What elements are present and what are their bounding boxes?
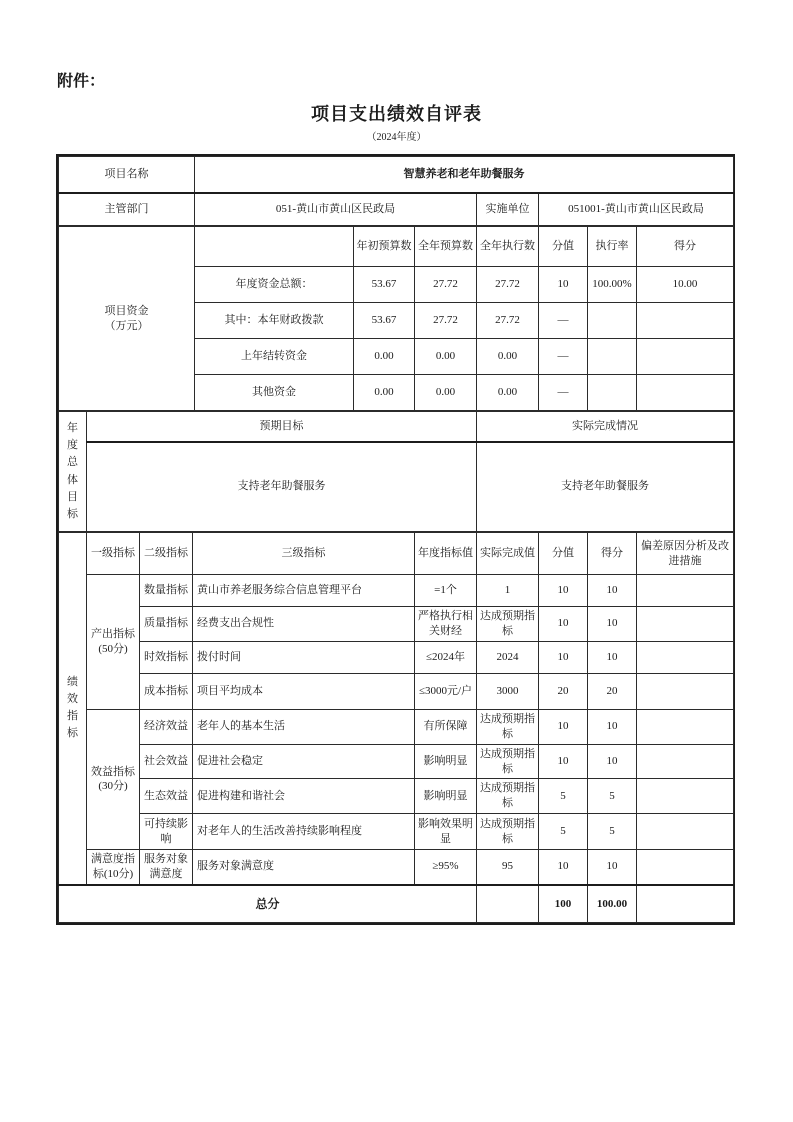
actual-completion-header: 实际完成情况 <box>477 412 734 442</box>
indicator-row <box>59 607 734 642</box>
indicator-row <box>59 850 734 885</box>
level2-cell: 经济效益 <box>140 709 193 744</box>
score-value-cell: 10 <box>539 850 588 885</box>
funds-score-value: — <box>539 375 588 411</box>
attachment-label: 附件： <box>57 73 106 90</box>
header-deviation: 偏差原因分析及改进措施 <box>637 533 734 575</box>
funds-annual: 0.00 <box>415 339 477 375</box>
header-target: 年度指标值 <box>415 533 477 575</box>
actual-cell: 达成预期指标 <box>477 607 539 642</box>
score-value-cell: 10 <box>539 709 588 744</box>
funds-annual: 27.72 <box>415 267 477 303</box>
funds-header-annual: 全年预算数 <box>415 227 477 267</box>
funds-score-value: — <box>539 303 588 339</box>
group-benefit-label: 效益指标(30分) <box>87 709 140 849</box>
deviation-cell <box>637 779 734 814</box>
level2-cell: 时效指标 <box>140 641 193 673</box>
deviation-cell <box>637 575 734 607</box>
funds-score <box>637 375 734 411</box>
indicator-row <box>59 641 734 673</box>
level2-cell: 社会效益 <box>140 744 193 779</box>
actual-cell: 3000 <box>477 673 539 709</box>
score-value-cell: 10 <box>539 641 588 673</box>
indicator-row <box>59 779 734 814</box>
score-cell: 10 <box>588 607 637 642</box>
total-score: 100.00 <box>588 885 637 923</box>
header-score-value: 分值 <box>539 533 588 575</box>
funds-annual: 0.00 <box>415 375 477 411</box>
funds-initial: 53.67 <box>354 303 415 339</box>
expected-goal-value: 支持老年助餐服务 <box>87 442 477 532</box>
target-cell: ≤3000元/户 <box>415 673 477 709</box>
score-cell: 5 <box>588 814 637 850</box>
level3-cell: 促进社会稳定 <box>193 744 415 779</box>
funds-initial: 0.00 <box>354 375 415 411</box>
funds-item: 其中：本年财政拨款 <box>195 303 354 339</box>
funds-item: 年度资金总额： <box>195 267 354 303</box>
indicator-row <box>59 814 734 850</box>
project-name-value: 智慧养老和老年助餐服务 <box>195 157 734 193</box>
basic-info-table <box>58 156 734 226</box>
header-level2: 二级指标 <box>140 533 193 575</box>
indicator-row <box>59 575 734 607</box>
dept-label: 主管部门 <box>59 193 195 226</box>
score-cell: 20 <box>588 673 637 709</box>
actual-cell: 达成预期指标 <box>477 814 539 850</box>
total-actual <box>477 885 539 923</box>
total-score-value: 100 <box>539 885 588 923</box>
funds-header-initial: 年初预算数 <box>354 227 415 267</box>
score-value-cell: 10 <box>539 575 588 607</box>
expected-goal-header: 预期目标 <box>87 412 477 442</box>
target-cell: 影响明显 <box>415 744 477 779</box>
actual-cell: 达成预期指标 <box>477 709 539 744</box>
level3-cell: 经费支出合规性 <box>193 607 415 642</box>
deviation-cell <box>637 709 734 744</box>
level3-cell: 对老年人的生活改善持续影响程度 <box>193 814 415 850</box>
funds-executed: 27.72 <box>477 267 539 303</box>
impl-unit-label: 实施单位 <box>477 193 539 226</box>
funds-label-line1: 项目资金 <box>104 304 149 317</box>
funds-annual: 27.72 <box>415 303 477 339</box>
funds-executed: 0.00 <box>477 375 539 411</box>
indicators-side-label: 绩效指标 <box>59 533 87 885</box>
level3-cell: 老年人的基本生活 <box>193 709 415 744</box>
score-value-cell: 10 <box>539 744 588 779</box>
actual-cell: 达成预期指标 <box>477 779 539 814</box>
score-value-cell: 5 <box>539 779 588 814</box>
project-name-label: 项目名称 <box>59 157 195 193</box>
funds-score-value: — <box>539 339 588 375</box>
evaluation-table <box>56 154 735 925</box>
dept-value: 051-黄山市黄山区民政局 <box>195 193 477 226</box>
level2-cell: 质量指标 <box>140 607 193 642</box>
indicators-table <box>58 532 734 923</box>
indicator-row <box>59 709 734 744</box>
group-satisfaction-label: 满意度指标(10分) <box>87 850 140 885</box>
deviation-cell <box>637 744 734 779</box>
target-cell: 影响效果明显 <box>415 814 477 850</box>
deviation-cell <box>637 814 734 850</box>
funds-rate <box>588 375 637 411</box>
score-value-cell: 5 <box>539 814 588 850</box>
level3-cell: 拨付时间 <box>193 641 415 673</box>
funds-rate <box>588 339 637 375</box>
target-cell: =1个 <box>415 575 477 607</box>
funds-header-executed: 全年执行数 <box>477 227 539 267</box>
total-label: 总分 <box>59 885 477 923</box>
score-value-cell: 20 <box>539 673 588 709</box>
actual-cell: 1 <box>477 575 539 607</box>
score-value-cell: 10 <box>539 607 588 642</box>
page-title: 项目支出绩效自评表 <box>311 104 482 124</box>
deviation-cell <box>637 850 734 885</box>
level3-cell: 服务对象满意度 <box>193 850 415 885</box>
level3-cell: 促进构建和谐社会 <box>193 779 415 814</box>
funds-item: 其他资金 <box>195 375 354 411</box>
actual-cell: 达成预期指标 <box>477 744 539 779</box>
level3-cell: 黄山市养老服务综合信息管理平台 <box>193 575 415 607</box>
funds-score: 10.00 <box>637 267 734 303</box>
score-cell: 10 <box>588 850 637 885</box>
level2-cell: 服务对象满意度 <box>140 850 193 885</box>
target-cell: ≤2024年 <box>415 641 477 673</box>
funds-score-value: 10 <box>539 267 588 303</box>
funds-initial: 53.67 <box>354 267 415 303</box>
indicator-row <box>59 673 734 709</box>
score-cell: 10 <box>588 641 637 673</box>
score-cell: 10 <box>588 709 637 744</box>
funds-header-score-value: 分值 <box>539 227 588 267</box>
funds-initial: 0.00 <box>354 339 415 375</box>
funds-executed: 27.72 <box>477 303 539 339</box>
annual-goal-table <box>58 411 734 532</box>
actual-completion-value: 支持老年助餐服务 <box>477 442 734 532</box>
target-cell: 有所保障 <box>415 709 477 744</box>
level2-cell: 数量指标 <box>140 575 193 607</box>
deviation-cell <box>637 673 734 709</box>
indicator-row <box>59 744 734 779</box>
header-level1: 一级指标 <box>87 533 140 575</box>
score-cell: 5 <box>588 779 637 814</box>
funds-table <box>58 226 734 411</box>
annual-goal-side-label: 年度总体目标 <box>59 412 87 532</box>
total-row <box>59 885 734 923</box>
funds-rate: 100.00% <box>588 267 637 303</box>
level2-cell: 成本指标 <box>140 673 193 709</box>
deviation-cell <box>637 607 734 642</box>
funds-item: 上年结转资金 <box>195 339 354 375</box>
header-actual: 实际完成值 <box>477 533 539 575</box>
target-cell: 影响明显 <box>415 779 477 814</box>
level2-cell: 可持续影响 <box>140 814 193 850</box>
impl-unit-value: 051001-黄山市黄山区民政局 <box>539 193 734 226</box>
header-score: 得分 <box>588 533 637 575</box>
deviation-cell <box>637 641 734 673</box>
funds-header-score: 得分 <box>637 227 734 267</box>
actual-cell: 2024 <box>477 641 539 673</box>
funds-score <box>637 303 734 339</box>
funds-header-rate: 执行率 <box>588 227 637 267</box>
total-deviation <box>637 885 734 923</box>
funds-rate <box>588 303 637 339</box>
target-cell: 严格执行相关财经 <box>415 607 477 642</box>
level3-cell: 项目平均成本 <box>193 673 415 709</box>
funds-executed: 0.00 <box>477 339 539 375</box>
header-level3: 三级指标 <box>193 533 415 575</box>
target-cell: ≥95% <box>415 850 477 885</box>
page-subtitle: （2024年度） <box>366 132 427 143</box>
group-output-label: 产出指标(50分) <box>87 575 140 710</box>
actual-cell: 95 <box>477 850 539 885</box>
score-cell: 10 <box>588 575 637 607</box>
funds-section-label <box>59 227 195 411</box>
funds-score <box>637 339 734 375</box>
score-cell: 10 <box>588 744 637 779</box>
level2-cell: 生态效益 <box>140 779 193 814</box>
funds-label-line2: （万元） <box>104 319 149 332</box>
funds-header-blank <box>195 227 354 267</box>
